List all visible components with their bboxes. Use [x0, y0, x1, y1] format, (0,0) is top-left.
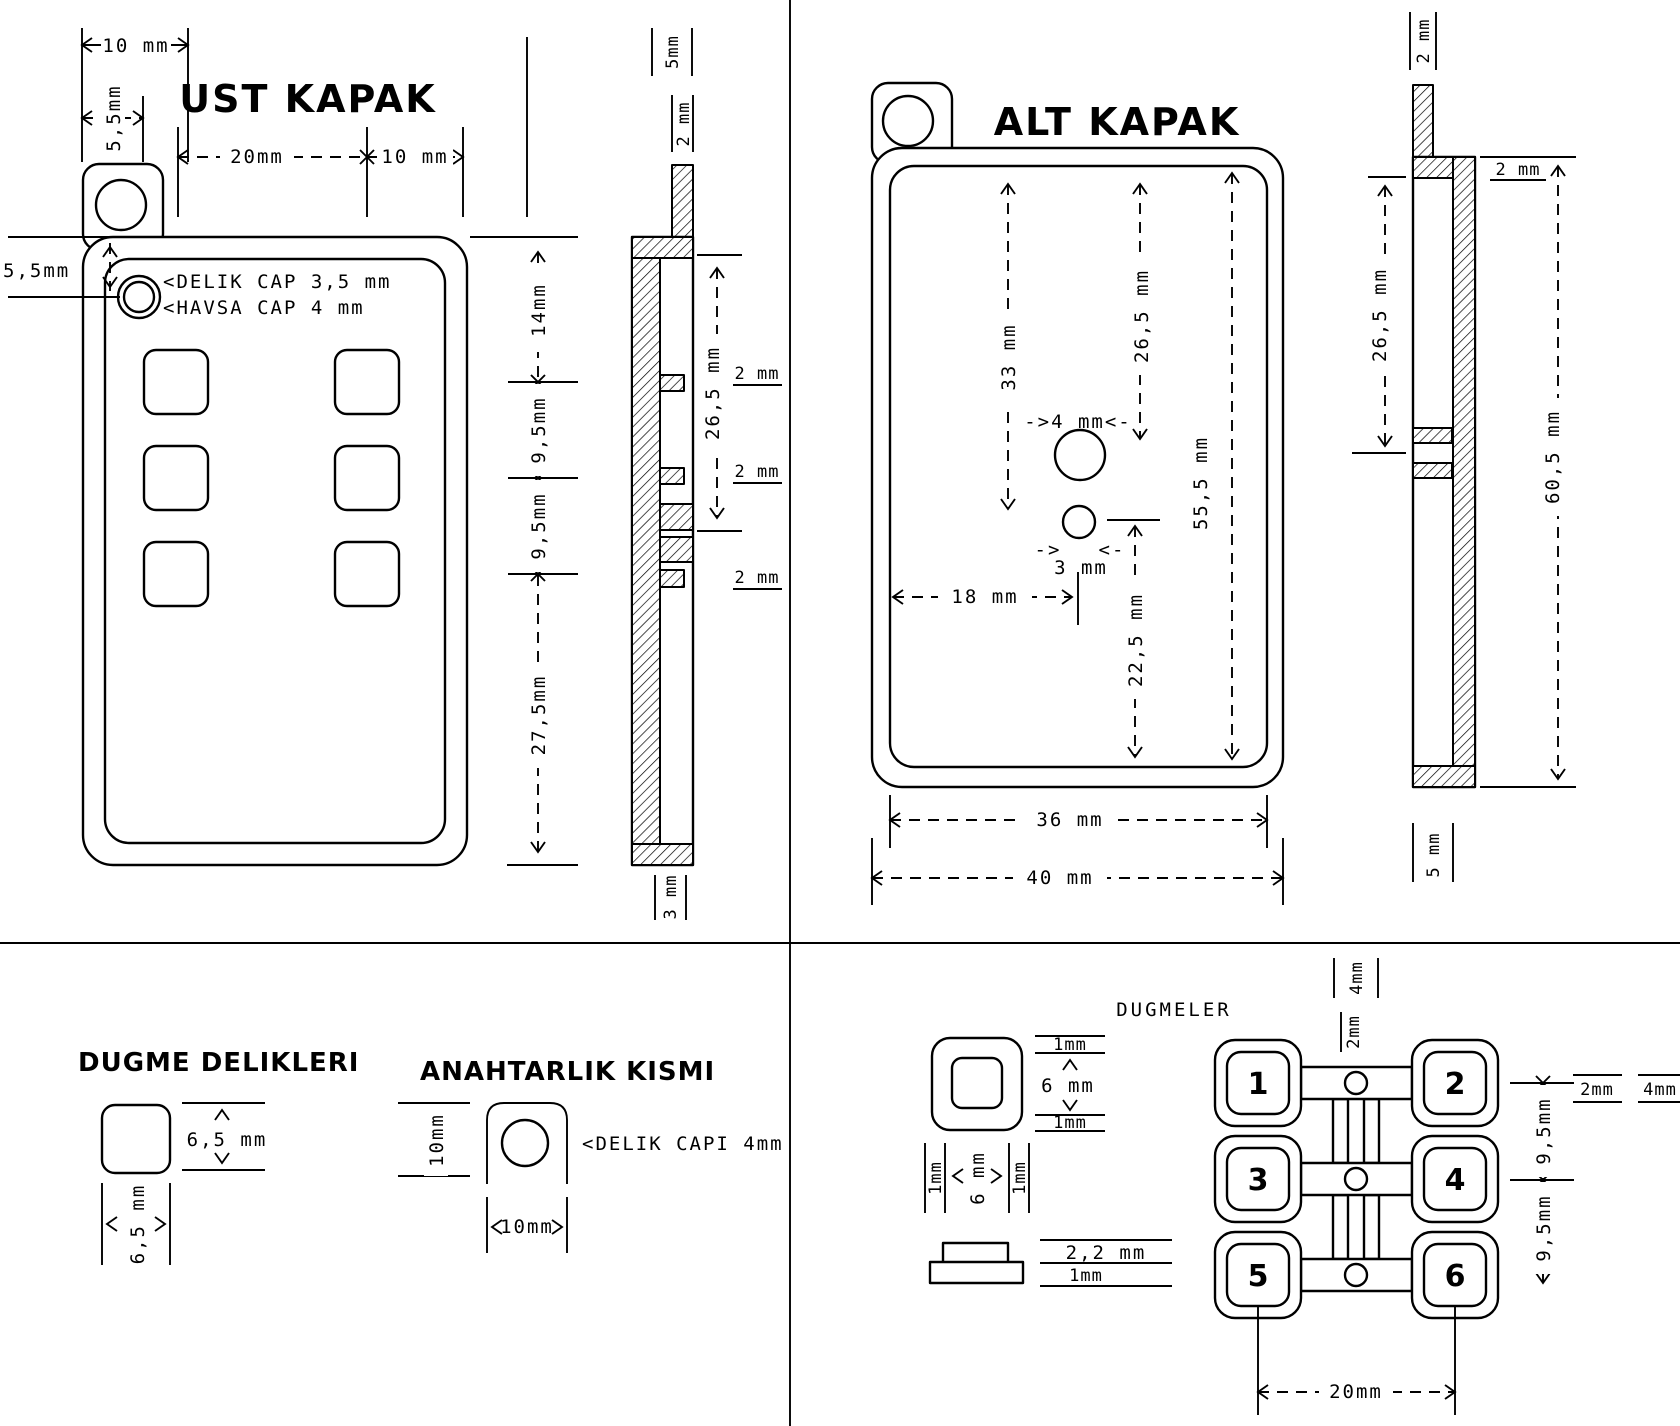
sprue-rail [1333, 1099, 1348, 1163]
dim-label: 26,5 mm [1131, 268, 1153, 364]
dim-label: 10 mm [102, 35, 170, 57]
dim-label: 6,5 mm [186, 1129, 268, 1151]
dim-label: 33 mm [998, 323, 1020, 391]
dim-label: 9,5mm [528, 492, 550, 560]
dim-label: 1mm [1053, 1035, 1087, 1055]
hole-3mm-arrow-right: <- [1098, 539, 1126, 561]
button-detail-inner [952, 1058, 1002, 1108]
dim-label: 6,5 mm [127, 1183, 149, 1265]
dim-label: 27,5mm [528, 674, 550, 756]
dim-label: 10mm [500, 1216, 554, 1238]
button-hole [335, 446, 399, 510]
section-right-wall [1453, 157, 1475, 787]
dim-label: 2mm [1344, 1015, 1364, 1049]
button-number: 6 [1444, 1259, 1466, 1294]
dim-label: 10 mm [381, 146, 449, 168]
ust-kapak-title: UST KAPAK [179, 77, 437, 121]
alt-keyring-hole [883, 96, 933, 146]
countersink-inner [124, 282, 154, 312]
dim-label: 26,5 mm [1369, 267, 1391, 363]
hole-3mm-arrow-left: -> [1034, 539, 1062, 561]
dim-label: 9,5mm [1533, 1194, 1555, 1262]
hole-4mm-label: ->4 mm<- [1024, 411, 1132, 433]
dim-label: 26,5 mm [702, 345, 724, 441]
dim-label: 20mm [230, 146, 284, 168]
button-number: 2 [1444, 1067, 1466, 1102]
dim-label: 2 mm [734, 462, 780, 482]
keyring-hole-detail [502, 1120, 548, 1166]
dim-label: 55,5 mm [1190, 435, 1212, 531]
dim-label: 40 mm [1026, 867, 1094, 889]
dim-label: 5 mm [1424, 832, 1444, 878]
dim-label: 14mm [528, 283, 550, 337]
dim-label: 1mm [1069, 1266, 1103, 1286]
dim-label: 2 mm [1495, 160, 1541, 180]
dim-label: 2 mm [734, 568, 780, 588]
dim-label: 18 mm [951, 586, 1019, 608]
section-tab [660, 375, 684, 391]
button-side-base [930, 1262, 1023, 1283]
hole-3mm [1063, 506, 1095, 538]
section-top-cap [632, 237, 693, 258]
dim-label: 4mm [1643, 1080, 1677, 1100]
button-number: 1 [1247, 1067, 1269, 1102]
sprue-rail [1333, 1195, 1348, 1259]
dim-label: 4mm [1347, 961, 1367, 995]
button-hole [144, 446, 208, 510]
dim-label: 10mm [426, 1113, 448, 1167]
dim-label: 2 mm [674, 101, 694, 147]
hole-4mm [1055, 430, 1105, 480]
dim-label: 3 mm [661, 874, 681, 920]
anahtarlik-title: ANAHTARLIK KISMI [420, 1057, 716, 1087]
dim-label: 2 mm [734, 364, 780, 384]
dim-label: 9,5mm [1533, 1097, 1555, 1165]
section-tab [1413, 428, 1452, 443]
delik-capi-label: <DELIK CAPI 4mm [582, 1133, 784, 1155]
button-array [1215, 1040, 1498, 1318]
dim-label: 5mm [663, 35, 683, 69]
dim-label: 2mm [1580, 1080, 1614, 1100]
dim-label: 1mm [1010, 1161, 1030, 1195]
sprue-rail [1364, 1195, 1379, 1259]
dim-label: 20mm [1329, 1381, 1383, 1403]
alt-kapak-title: ALT KAPAK [993, 100, 1241, 144]
button-side-cap [943, 1243, 1008, 1263]
section-tab [660, 537, 693, 562]
section-top-tab [672, 165, 693, 239]
dim-label: 2,2 mm [1065, 1242, 1147, 1264]
button-hole [144, 350, 208, 414]
havsa-cap-label: <HAVSA CAP 4 mm [163, 297, 365, 319]
dim-label: 9,5mm [528, 396, 550, 464]
button-hole [144, 542, 208, 606]
section-foot [1413, 766, 1475, 787]
dim-label: 36 mm [1036, 809, 1104, 831]
sprue-rail [1364, 1099, 1379, 1163]
sprue-hole [1345, 1264, 1367, 1286]
dim-label: 6 mm [967, 1151, 989, 1205]
dim-label: 2 mm [1414, 18, 1434, 64]
dim-label: 1mm [1053, 1113, 1087, 1133]
section-top-tab [1413, 85, 1433, 157]
section-tab [660, 504, 693, 530]
button-hole [335, 542, 399, 606]
ust-keyring-hole [96, 180, 146, 230]
section-left-wall [632, 237, 660, 865]
dim-label: 5,5mm [3, 260, 71, 282]
section-foot [632, 844, 693, 865]
section-tab [1413, 463, 1452, 478]
button-number: 5 [1247, 1259, 1269, 1294]
hole-3mm-label: 3 mm [1054, 557, 1108, 579]
button-number: 3 [1247, 1163, 1269, 1198]
section-tab [660, 570, 684, 587]
dim-label: 1mm [926, 1161, 946, 1195]
dugmeler-title: DUGMELER [1116, 999, 1232, 1021]
dim-label: 60,5 mm [1542, 409, 1564, 505]
dim-label: 5,5mm [103, 84, 125, 152]
dugme-delikleri-title: DUGME DELIKLERI [78, 1048, 360, 1078]
delik-cap-label: <DELIK CAP 3,5 mm [163, 271, 392, 293]
dim-label: 22,5 mm [1125, 592, 1147, 688]
dim-label: 6 mm [1041, 1075, 1095, 1097]
button-hole-detail [102, 1105, 170, 1173]
button-number: 4 [1444, 1163, 1466, 1198]
sprue-hole [1345, 1072, 1367, 1094]
sprue-hole [1345, 1168, 1367, 1190]
section-tab [660, 468, 684, 484]
button-hole [335, 350, 399, 414]
